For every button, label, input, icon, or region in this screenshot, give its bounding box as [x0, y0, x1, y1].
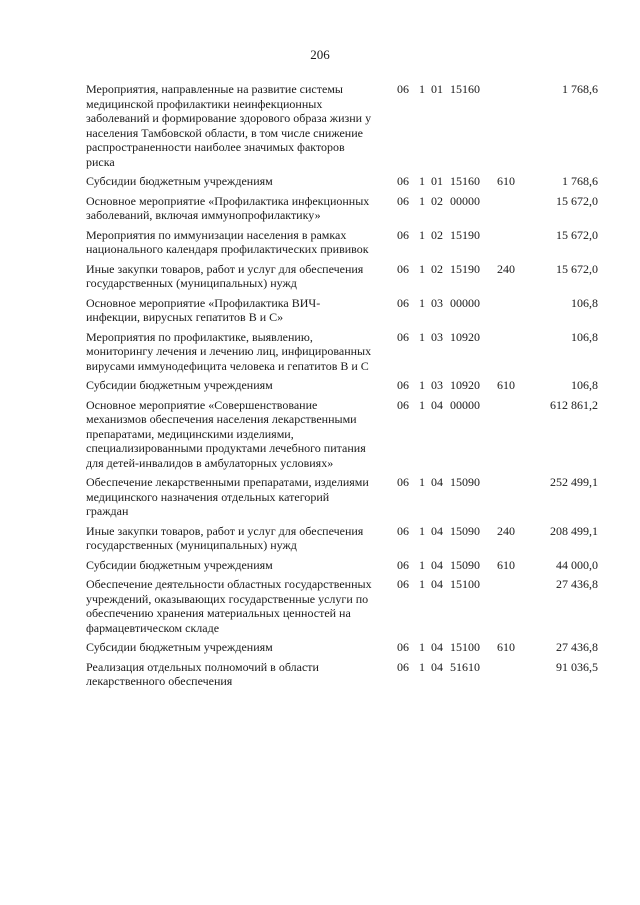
- amount: 15 672,0: [556, 261, 598, 276]
- direction-code: 15090: [450, 523, 480, 538]
- program-code: 06: [397, 577, 409, 591]
- program-code: 06: [397, 82, 409, 96]
- direction-code: 15190: [450, 227, 480, 242]
- subprogram-code: 1: [419, 557, 425, 572]
- program-code: 06: [397, 475, 409, 489]
- expense-name: Мероприятия, направленные на развитие системы медицинской профилактики неинфекционных заболеваний и формирование здорового образа жизни у населения Тамбовской области, в том числе снижение распространенности наиболее значимых факторов риска: [86, 82, 372, 169]
- activity-code: 03: [431, 378, 443, 392]
- program-code: 06: [397, 193, 409, 208]
- expense-name: Обеспечение деятельности областных государственных учреждений, оказывающих государственные услуги по обеспечению хранения материальных ценностей на фармацевтическом складе: [86, 577, 372, 635]
- amount: 208 499,1: [550, 523, 598, 538]
- activity-code: 04: [431, 475, 443, 489]
- budget-table: [86, 82, 606, 694]
- program-code: 06: [397, 640, 409, 654]
- amount: 612 861,2: [550, 397, 598, 412]
- amount: 106,8: [571, 329, 598, 344]
- subprogram-code: 1: [419, 378, 425, 392]
- program-code: 06: [397, 174, 409, 188]
- table-row: [86, 558, 606, 573]
- table-row: [86, 228, 606, 257]
- amount: 15 672,0: [556, 193, 598, 208]
- activity-code: 01: [431, 82, 443, 96]
- table-row: [86, 82, 606, 169]
- expense-name: Обеспечение лекарственными препаратами, изделиями медицинского назначения отдельных категорий граждан: [86, 475, 369, 518]
- program-code: 06: [397, 329, 409, 344]
- program-code: 06: [397, 659, 409, 674]
- direction-code: 00000: [450, 193, 480, 208]
- amount: 27 436,8: [556, 577, 598, 591]
- subprogram-code: 1: [419, 174, 425, 188]
- expense-type-code: 610: [497, 174, 515, 188]
- expense-name: Мероприятия по иммунизации населения в рамках национального календаря профилактических прививок: [86, 227, 369, 256]
- program-code: 06: [397, 378, 409, 392]
- table-row: [86, 640, 606, 655]
- expense-type-code: 240: [497, 261, 515, 276]
- program-code: 06: [397, 523, 409, 538]
- table-row: [86, 194, 606, 223]
- expense-name: Реализация отдельных полномочий в области лекарственного обеспечения: [86, 659, 319, 688]
- subprogram-code: 1: [419, 523, 425, 538]
- direction-code: 10920: [450, 378, 480, 392]
- table-row: [86, 330, 606, 374]
- direction-code: 15160: [450, 174, 480, 188]
- table-row: [86, 296, 606, 325]
- activity-code: 03: [431, 329, 443, 344]
- program-code: 06: [397, 397, 409, 412]
- activity-code: 04: [431, 640, 443, 654]
- direction-code: 15090: [450, 475, 480, 489]
- table-row: [86, 577, 606, 635]
- activity-code: 01: [431, 174, 443, 188]
- direction-code: 15100: [450, 640, 480, 654]
- direction-code: 00000: [450, 295, 480, 310]
- amount: 106,8: [571, 378, 598, 392]
- table-row: [86, 475, 606, 519]
- direction-code: 51610: [450, 659, 480, 674]
- subprogram-code: 1: [419, 227, 425, 242]
- activity-code: 02: [431, 227, 443, 242]
- direction-code: 15090: [450, 557, 480, 572]
- table-row: [86, 378, 606, 393]
- page-number: 206: [310, 47, 330, 62]
- expense-name: Основное мероприятие «Профилактика инфекционных заболеваний, включая иммунопрофилактику»: [86, 193, 370, 222]
- program-code: 06: [397, 261, 409, 276]
- amount: 1 768,6: [562, 82, 598, 96]
- subprogram-code: 1: [419, 659, 425, 674]
- subprogram-code: 1: [419, 640, 425, 654]
- direction-code: 15190: [450, 261, 480, 276]
- expense-name: Субсидии бюджетным учреждениям: [86, 557, 273, 572]
- expense-type-code: 610: [497, 378, 515, 392]
- expense-name: Основное мероприятие «Профилактика ВИЧ-инфекции, вирусных гепатитов В и С»: [86, 295, 321, 324]
- program-code: 06: [397, 227, 409, 242]
- amount: 91 036,5: [556, 659, 598, 674]
- table-row: [86, 262, 606, 291]
- amount: 15 672,0: [556, 227, 598, 242]
- subprogram-code: 1: [419, 193, 425, 208]
- table-row: [86, 398, 606, 471]
- amount: 1 768,6: [562, 174, 598, 188]
- amount: 44 000,0: [556, 557, 598, 572]
- table-row: [86, 524, 606, 553]
- subprogram-code: 1: [419, 397, 425, 412]
- table-row: [86, 174, 606, 189]
- activity-code: 02: [431, 261, 443, 276]
- amount: 252 499,1: [550, 475, 598, 489]
- activity-code: 03: [431, 295, 443, 310]
- amount: 27 436,8: [556, 640, 598, 654]
- activity-code: 04: [431, 557, 443, 572]
- expense-name: Иные закупки товаров, работ и услуг для обеспечения государственных (муниципальных) нужд: [86, 261, 364, 290]
- expense-name: Субсидии бюджетным учреждениям: [86, 640, 273, 654]
- activity-code: 04: [431, 397, 443, 412]
- activity-code: 04: [431, 659, 443, 674]
- subprogram-code: 1: [419, 82, 425, 96]
- subprogram-code: 1: [419, 475, 425, 489]
- subprogram-code: 1: [419, 295, 425, 310]
- direction-code: 15160: [450, 82, 480, 96]
- program-code: 06: [397, 557, 409, 572]
- activity-code: 02: [431, 193, 443, 208]
- program-code: 06: [397, 295, 409, 310]
- expense-type-code: 610: [497, 557, 515, 572]
- subprogram-code: 1: [419, 329, 425, 344]
- direction-code: 15100: [450, 577, 480, 591]
- expense-name: Мероприятия по профилактике, выявлению, мониторингу лечения и лечению лиц, инфицированных вирусами иммунодефицита человека и гепатитов В и С: [86, 329, 372, 373]
- direction-code: 10920: [450, 329, 480, 344]
- direction-code: 00000: [450, 397, 480, 412]
- subprogram-code: 1: [419, 577, 425, 591]
- expense-name: Субсидии бюджетным учреждениям: [86, 174, 273, 188]
- expense-name: Субсидии бюджетным учреждениям: [86, 378, 273, 392]
- activity-code: 04: [431, 523, 443, 538]
- table-row: [86, 660, 606, 689]
- activity-code: 04: [431, 577, 443, 591]
- subprogram-code: 1: [419, 261, 425, 276]
- expense-name: Иные закупки товаров, работ и услуг для обеспечения государственных (муниципальных) нужд: [86, 523, 364, 552]
- amount: 106,8: [571, 295, 598, 310]
- expense-type-code: 240: [497, 523, 515, 538]
- expense-type-code: 610: [497, 640, 515, 654]
- expense-name: Основное мероприятие «Совершенствование механизмов обеспечения населения лекарственными препаратами, медицинскими изделиями, специализированными продуктами лечебного питания для детей-инвалидов в амбулаторных условиях»: [86, 397, 366, 470]
